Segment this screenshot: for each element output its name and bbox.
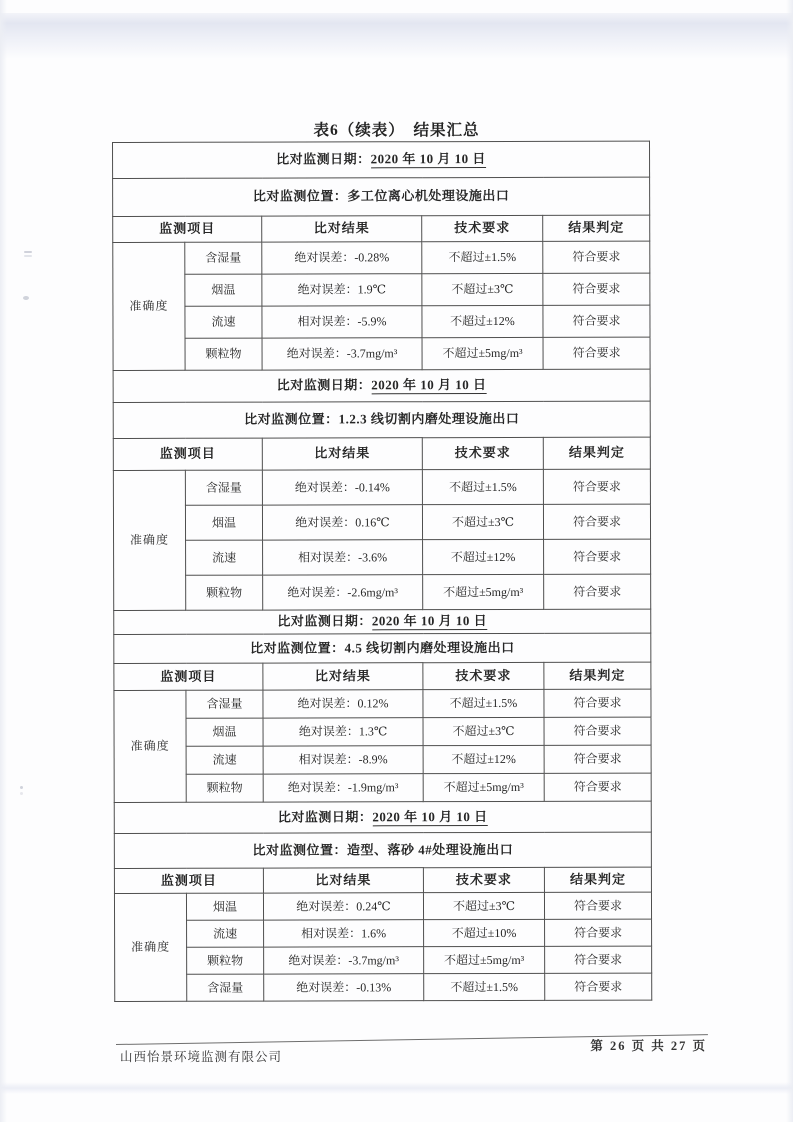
section-2-location-row [113,401,650,438]
col-header-item: 监测项目 [113,438,262,470]
cell-result: 绝对误差：-3.7mg/m³ [262,338,422,370]
section-3-header-row [114,662,651,690]
table-row [114,717,651,746]
cell-requirement: 不超过±5mg/m³ [423,773,544,801]
date-cell [114,801,651,833]
cell-result: 相对误差：-5.9% [262,306,422,338]
cell-result: 相对误差：-8.9% [263,746,423,774]
col-header-result: 比对结果 [262,216,422,242]
cell-requirement: 不超过±10% [424,919,545,946]
table-row [113,469,650,505]
cell-result: 绝对误差：-3.7mg/m³ [264,947,424,974]
section-1-date-row [113,141,650,178]
cell-judgement: 符合要求 [543,241,650,273]
cell-requirement: 不超过±1.5% [423,689,544,717]
results-summary-table [112,141,652,1002]
cell-item: 流速 [186,746,263,774]
group-label-accuracy: 准确度 [114,690,186,802]
date-label: 比对监测日期： [277,809,373,825]
cell-item: 烟温 [185,505,262,540]
cell-requirement: 不超过±5mg/m³ [424,946,545,973]
col-header-item: 监测项目 [114,868,263,893]
cell-judgement: 符合要求 [543,504,650,539]
table-row [115,946,652,974]
table-row [113,504,650,540]
cell-requirement: 不超过±1.5% [424,973,545,1000]
location-text: 比对监测位置：1.2.3 线切割内磨处理设施出口 [113,401,650,438]
scan-artifact-bottom-band [0,1082,793,1094]
cell-requirement: 不超过±12% [423,539,544,574]
location-text: 比对监测位置：4.5 线切割内磨处理设施出口 [114,633,651,663]
date-value: 2020 年 10 月 10 日 [371,613,488,629]
section-3-location-row [114,633,651,663]
location-text: 比对监测位置：造型、落砂 4#处理设施出口 [114,832,651,868]
section-4-date-row [114,801,651,833]
col-header-requirement: 技术要求 [422,215,543,241]
col-header-requirement: 技术要求 [423,662,544,689]
cell-judgement: 符合要求 [544,539,651,574]
date-value: 2020 年 10 月 10 日 [372,808,488,825]
cell-item: 颗粒物 [186,575,263,610]
date-cell [114,609,651,634]
footer-company: 山西怡景环境监测有限公司 [120,1050,283,1064]
col-header-result: 比对结果 [263,868,423,893]
date-label: 比对监测日期： [276,377,372,393]
table-row [114,539,651,575]
scan-artifact-right-edge [786,0,793,1122]
cell-requirement: 不超过±3℃ [422,504,543,539]
cell-requirement: 不超过±1.5% [422,241,543,273]
col-header-requirement: 技术要求 [422,437,543,469]
cell-item: 颗粒物 [187,947,264,974]
cell-judgement: 符合要求 [545,973,652,1000]
cell-item: 颗粒物 [185,338,262,370]
cell-result: 绝对误差：-0.13% [264,974,424,1001]
cell-requirement: 不超过±3℃ [423,717,544,745]
cell-requirement: 不超过±12% [422,305,543,337]
cell-result: 绝对误差：-0.28% [262,242,422,274]
cell-judgement: 符合要求 [544,717,651,745]
cell-judgement: 符合要求 [543,273,650,305]
cell-result: 绝对误差：-0.14% [262,470,422,505]
scan-speck [24,251,32,253]
scan-artifact-top-band [0,13,793,59]
col-header-judgement: 结果判定 [543,215,650,241]
date-value: 2020 年 10 月 10 日 [371,377,487,393]
section-1-location-row [113,177,650,216]
col-header-result: 比对结果 [262,438,422,470]
cell-item: 烟温 [186,893,263,920]
group-label-accuracy: 准确度 [113,470,185,610]
cell-item: 含湿量 [185,242,262,274]
group-label-accuracy: 准确度 [114,893,186,1001]
col-header-item: 监测项目 [113,216,262,242]
table-row [114,689,651,718]
cell-result: 绝对误差：0.24℃ [263,893,423,920]
cell-item: 颗粒物 [186,774,263,802]
cell-judgement: 符合要求 [544,574,651,609]
section-2-date-row [113,369,650,402]
cell-item: 烟温 [185,274,262,306]
table-row [113,241,650,274]
cell-judgement: 符合要求 [544,745,651,773]
date-label: 比对监测日期： [276,151,371,167]
table-row [115,919,652,947]
cell-item: 流速 [186,540,263,575]
col-header-judgement: 结果判定 [543,437,650,469]
page-title: 表6（续表） 结果汇总 [313,122,480,139]
table-row [113,337,650,370]
table-row [113,273,650,306]
date-cell [113,369,650,402]
cell-result: 绝对误差：1.9℃ [262,274,422,306]
cell-result: 相对误差：-3.6% [263,540,423,575]
col-header-requirement: 技术要求 [423,867,544,892]
cell-judgement: 符合要求 [545,919,652,946]
scan-artifact-left-edge [0,0,7,1122]
cell-judgement: 符合要求 [545,946,652,973]
cell-judgement: 符合要求 [543,337,650,369]
table-row [114,574,651,610]
section-2-header-row [113,437,650,470]
cell-result: 绝对误差：-2.6mg/m³ [263,575,423,610]
table-row [114,892,651,920]
table-row [114,773,651,802]
cell-requirement: 不超过±3℃ [423,892,544,919]
cell-result: 绝对误差：-1.9mg/m³ [263,774,423,802]
location-text: 比对监测位置：多工位离心机处理设施出口 [113,177,650,216]
footer-page-number: 第 26 页 共 27 页 [590,1039,707,1053]
date-label: 比对监测日期： [277,613,372,629]
date-cell [113,141,650,178]
col-header-result: 比对结果 [263,663,423,690]
cell-judgement: 符合要求 [544,892,651,919]
date-value: 2020 年 10 月 10 日 [370,151,486,167]
scan-speck [20,786,23,789]
cell-judgement: 符合要求 [543,469,650,504]
scan-speck [23,296,29,300]
cell-item: 流速 [187,920,264,947]
cell-requirement: 不超过±1.5% [422,469,543,504]
col-header-item: 监测项目 [114,663,263,690]
cell-item: 含湿量 [185,470,262,505]
cell-result: 绝对误差：0.12% [263,690,423,718]
col-header-judgement: 结果判定 [544,867,651,892]
cell-item: 烟温 [186,718,263,746]
cell-judgement: 符合要求 [543,305,650,337]
cell-requirement: 不超过±12% [423,745,544,773]
cell-result: 绝对误差：1.3℃ [263,718,423,746]
cell-requirement: 不超过±5mg/m³ [423,574,544,609]
cell-requirement: 不超过±5mg/m³ [422,337,543,369]
cell-item: 含湿量 [186,690,263,718]
cell-requirement: 不超过±3℃ [422,273,543,305]
table-row [114,745,651,774]
cell-item: 含湿量 [187,974,264,1001]
cell-judgement: 符合要求 [544,689,651,717]
cell-result: 相对误差：1.6% [264,920,424,947]
col-header-judgement: 结果判定 [544,662,651,689]
section-1-header-row [113,215,650,242]
cell-item: 流速 [185,306,262,338]
cell-result: 绝对误差：0.16℃ [262,505,422,540]
group-label-accuracy: 准确度 [113,242,185,370]
section-4-location-row [114,832,651,868]
table-row [113,305,650,338]
section-4-header-row [114,867,651,893]
cell-judgement: 符合要求 [544,773,651,801]
table-row [115,973,652,1001]
section-3-date-row [114,609,651,634]
